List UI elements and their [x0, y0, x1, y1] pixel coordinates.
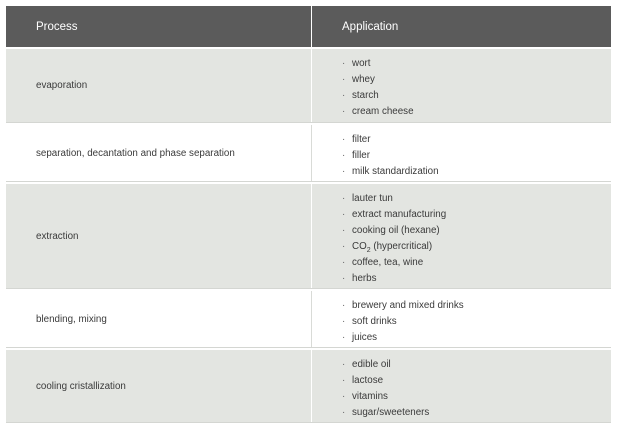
table-row: [6, 348, 611, 422]
list-item: · vitamins: [342, 391, 388, 402]
list-item: · filler: [342, 150, 370, 161]
table-header: [6, 6, 611, 47]
list-item: · starch: [342, 90, 379, 101]
list-item: · cream cheese: [342, 106, 414, 117]
application-list: [342, 191, 611, 287]
application-cell: [311, 291, 611, 347]
list-item: · lactose: [342, 375, 384, 386]
list-item: · $CO_2$ (hypercritical): [342, 241, 433, 254]
list-item: · filter: [342, 134, 371, 145]
row-divider: [6, 422, 611, 423]
list-item: · lauter tun: [342, 193, 393, 204]
application-cell: [311, 49, 611, 122]
process-application-table: [6, 6, 611, 423]
header-application: Application: [311, 6, 611, 47]
list-item: · coffee, tea, wine: [342, 257, 424, 268]
list-item: · sugar/sweeteners: [342, 407, 430, 418]
list-item: · herbs: [342, 273, 377, 284]
table-row: [6, 47, 611, 122]
process-cell: separation, decantation and phase separation: [36, 147, 235, 159]
list-item: · extract manufacturing: [342, 209, 447, 220]
list-item: · brewery and mixed drinks: [342, 300, 464, 311]
process-cell: blending, mixing: [36, 313, 107, 325]
process-cell: extraction: [36, 230, 79, 242]
list-item: · milk standardization: [342, 166, 439, 177]
table-row: [6, 289, 611, 347]
process-cell: evaporation: [36, 80, 88, 91]
list-item: · whey: [342, 74, 375, 85]
list-item: · wort: [342, 58, 371, 69]
list-item: · cooking oil (hexane): [342, 225, 440, 236]
list-item: · soft drinks: [342, 316, 397, 327]
application-list: [342, 357, 611, 421]
process-cell: cooling cristallization: [36, 380, 126, 392]
application-cell: [311, 125, 611, 181]
application-list: [342, 298, 611, 346]
header-process: Process: [36, 20, 78, 33]
application-list: [342, 132, 611, 180]
application-cell: [311, 350, 611, 422]
list-item: · edible oil: [342, 359, 391, 370]
application-list: [342, 56, 611, 120]
table-row: [6, 182, 611, 288]
application-cell: [311, 184, 611, 288]
table-row: [6, 123, 611, 181]
list-item: · juices: [342, 332, 378, 343]
